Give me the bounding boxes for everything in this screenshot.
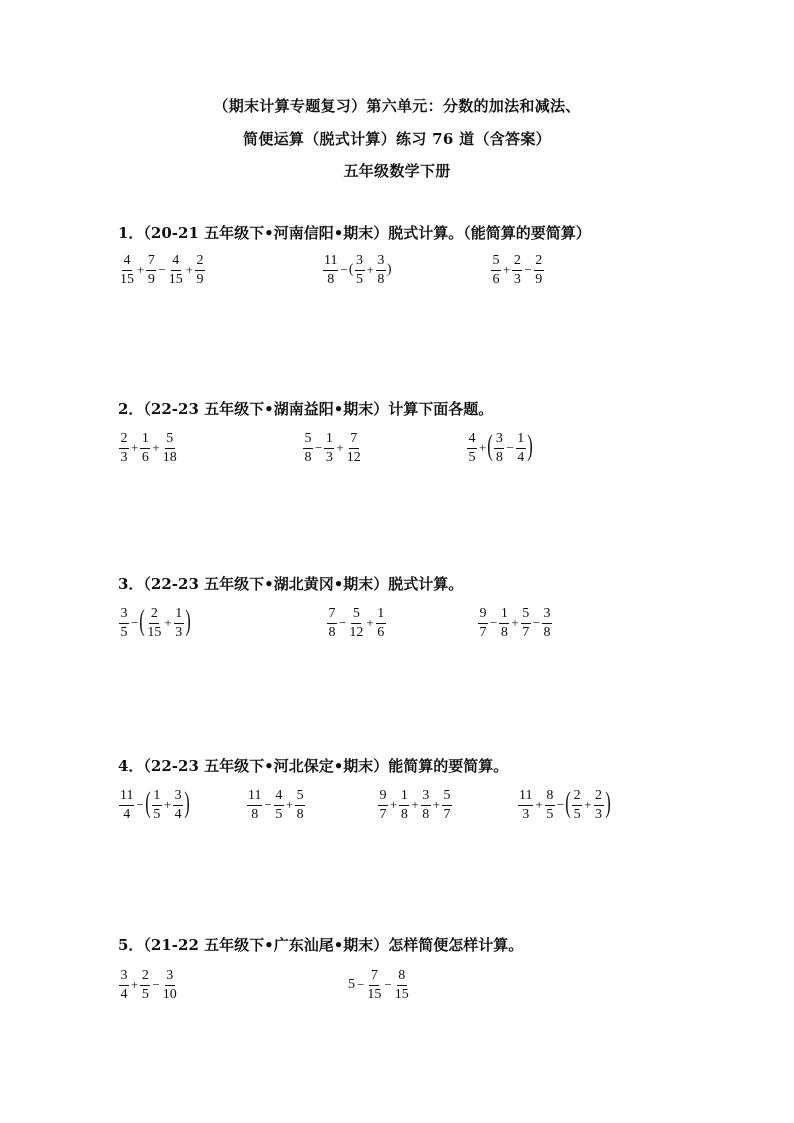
operator: +: [411, 797, 419, 812]
fraction: [378, 789, 388, 822]
denominator: 18: [162, 449, 177, 465]
numerator: 7: [327, 607, 337, 624]
title-line-2: 简便运算（脱式计算）练习 76 道（含答案）: [243, 130, 551, 148]
fraction: [572, 789, 582, 822]
denominator: 5: [573, 806, 581, 822]
fraction: [303, 432, 313, 465]
numerator: 11: [518, 789, 533, 806]
operator: +: [535, 797, 543, 812]
operator: −: [340, 262, 348, 277]
denominator: 8: [327, 271, 335, 287]
numerator: 2: [512, 254, 522, 271]
left-paren: (: [139, 604, 146, 637]
numerator: 8: [545, 789, 555, 806]
numerator: 2: [119, 432, 129, 449]
denominator: 8: [377, 271, 385, 287]
fraction: [173, 789, 183, 822]
fraction: [324, 432, 334, 465]
numerator: 7: [369, 969, 379, 986]
numerator: 5: [351, 607, 361, 624]
denominator: 7: [379, 806, 387, 822]
problem-3-heading: 3．（22-23 五年级下•湖北黄冈•期末）脱式计算。: [118, 575, 464, 593]
numerator: 5: [442, 789, 452, 806]
denominator: 10: [162, 986, 177, 1002]
numerator: 1: [499, 607, 509, 624]
operator: −: [384, 977, 392, 992]
fraction: [542, 607, 552, 640]
numerator: 1: [140, 432, 150, 449]
denominator: 7: [443, 806, 451, 822]
operator: +: [503, 262, 511, 277]
operator: −: [264, 797, 272, 812]
operator: +: [366, 262, 374, 277]
fraction: [366, 969, 382, 1002]
fraction: [247, 789, 262, 822]
fraction: [119, 607, 129, 640]
denominator: 8: [328, 624, 336, 640]
fraction: [521, 607, 531, 640]
denominator: 4: [123, 806, 131, 822]
numerator: 4: [274, 789, 284, 806]
fraction: [174, 607, 184, 640]
operator: +: [137, 262, 145, 277]
operator: +: [185, 262, 194, 277]
denominator: 5: [468, 449, 476, 465]
right-paren: ): [604, 786, 611, 819]
denominator: 8: [251, 806, 259, 822]
numerator: 11: [119, 789, 134, 806]
problem-1-expression-3: [490, 250, 545, 290]
problem-4-expression-1: [118, 785, 190, 825]
operator: +: [366, 615, 374, 630]
denominator: 3: [175, 624, 183, 640]
denominator: 6: [377, 624, 385, 640]
fraction: [119, 789, 134, 822]
denominator: 8: [422, 806, 430, 822]
problem-5-heading: 5．（21-22 五年级下•广东汕尾•期末）怎样简便怎样计算。: [118, 936, 524, 954]
operator: −: [158, 262, 166, 277]
denominator: 9: [535, 271, 543, 287]
operator: +: [584, 797, 592, 812]
problem-4-expression-4: [517, 785, 611, 825]
numerator: 2: [534, 254, 544, 271]
operator: −: [315, 440, 323, 455]
numerator: 3: [355, 254, 365, 271]
fraction: [119, 254, 135, 287]
operator: −: [524, 262, 532, 277]
fraction: [512, 254, 522, 287]
problem-3-expression-2: [326, 603, 387, 643]
operator: −: [490, 615, 498, 630]
denominator: 3: [513, 271, 521, 287]
numerator: 3: [119, 969, 129, 986]
right-paren: ): [184, 786, 190, 819]
fraction: [140, 432, 150, 465]
fraction: [355, 254, 365, 287]
fraction: [168, 254, 184, 287]
left-paren: (: [145, 786, 151, 819]
operator: −: [506, 440, 514, 455]
fraction: [119, 969, 129, 1002]
fraction: [534, 254, 544, 287]
right-paren: ): [386, 262, 392, 277]
numerator: 9: [478, 607, 488, 624]
fraction: [516, 432, 526, 465]
operator: −: [339, 615, 347, 630]
fraction: [295, 789, 305, 822]
numerator: 3: [173, 789, 183, 806]
denominator: 15: [147, 624, 162, 640]
right-paren: ): [184, 604, 191, 637]
denominator: 5: [120, 624, 128, 640]
denominator: 9: [147, 271, 155, 287]
denominator: 4: [517, 449, 525, 465]
fraction: [545, 789, 555, 822]
fraction: [518, 789, 533, 822]
fraction: [162, 432, 178, 465]
numerator: 4: [122, 254, 132, 271]
numerator: 1: [376, 607, 386, 624]
denominator: 5: [141, 986, 149, 1002]
operator: +: [152, 440, 160, 455]
denominator: 8: [500, 624, 508, 640]
fraction: [327, 607, 337, 640]
problem-2-expression-2: [302, 428, 363, 468]
numerator: 2: [594, 789, 604, 806]
operator: +: [163, 797, 172, 812]
operator: +: [285, 797, 294, 812]
operator: −: [131, 615, 139, 630]
denominator: 3: [522, 806, 530, 822]
fraction: [491, 254, 501, 287]
operator: +: [479, 440, 487, 455]
problem-2-expression-1: [118, 428, 179, 468]
fraction: [376, 607, 386, 640]
operator: −: [357, 977, 365, 992]
numerator: 1: [174, 607, 184, 624]
denominator: 8: [543, 624, 551, 640]
problem-3-expression-1: [118, 603, 191, 643]
numerator: 11: [323, 254, 338, 271]
denominator: 8: [400, 806, 408, 822]
denominator: 15: [120, 271, 134, 287]
fraction: [376, 254, 386, 287]
numerator: 5: [295, 789, 305, 806]
fraction: [346, 432, 362, 465]
denominator: 5: [153, 806, 161, 822]
operator: −: [136, 797, 144, 812]
left-paren: (: [348, 262, 354, 277]
fraction: [494, 432, 504, 465]
fraction: [140, 969, 150, 1002]
numerator: 3: [542, 607, 552, 624]
denominator: 15: [394, 986, 409, 1002]
denominator: 3: [120, 449, 128, 465]
fraction: [146, 607, 162, 640]
denominator: 15: [168, 271, 183, 287]
fraction: [274, 789, 284, 822]
numerator: 1: [399, 789, 409, 806]
numerator: 4: [467, 432, 477, 449]
numerator: 7: [349, 432, 359, 449]
denominator: 8: [304, 449, 312, 465]
fraction: [348, 607, 364, 640]
problem-5-expression-1: [118, 965, 179, 1005]
problem-2-heading: 2．（22-23 五年级下•湖南益阳•期末）计算下面各题。: [118, 400, 494, 418]
problem-5-expression-2: [348, 965, 411, 1005]
numerator: 2: [140, 969, 150, 986]
fraction: [478, 607, 488, 640]
numerator: 2: [195, 254, 205, 271]
denominator: 12: [349, 624, 364, 640]
problem-3-expression-3: [477, 603, 553, 643]
right-paren: ): [526, 429, 533, 462]
operator: −: [532, 615, 541, 630]
numerator: 2: [149, 607, 159, 624]
operator: −: [152, 977, 160, 992]
denominator: 4: [174, 806, 182, 822]
left-paren: (: [487, 429, 494, 462]
numerator: 3: [376, 254, 386, 271]
denominator: 8: [495, 449, 503, 465]
integer: 5: [348, 977, 355, 992]
denominator: 12: [346, 449, 361, 465]
numerator: 3: [119, 607, 129, 624]
fraction: [467, 432, 477, 465]
denominator: 5: [275, 806, 283, 822]
numerator: 7: [146, 254, 156, 271]
operator: +: [511, 615, 519, 630]
numerator: 5: [303, 432, 313, 449]
fraction: [399, 789, 409, 822]
denominator: 8: [296, 806, 304, 822]
operator: +: [131, 977, 139, 992]
fraction: [146, 254, 156, 287]
fraction: [421, 789, 431, 822]
denominator: 9: [196, 271, 204, 287]
denominator: 15: [367, 986, 382, 1002]
fraction: [594, 789, 604, 822]
problem-2-expression-3: [466, 428, 533, 468]
operator: +: [164, 615, 172, 630]
problem-1-expression-2: [322, 250, 392, 290]
problem-4-expression-3: [377, 785, 453, 825]
numerator: 8: [397, 969, 407, 986]
fraction: [394, 969, 410, 1002]
denominator: 3: [325, 449, 333, 465]
left-paren: (: [565, 786, 571, 819]
operator: +: [336, 440, 344, 455]
numerator: 9: [378, 789, 388, 806]
operator: +: [432, 797, 441, 812]
numerator: 3: [421, 789, 431, 806]
numerator: 3: [494, 432, 504, 449]
numerator: 5: [491, 254, 501, 271]
operator: +: [390, 797, 398, 812]
fraction: [162, 969, 178, 1002]
title-line-1: （期末计算专题复习）第六单元：分数的加法和减法、: [213, 97, 581, 115]
fraction: [442, 789, 452, 822]
numerator: 1: [516, 432, 526, 449]
title-line-3: 五年级数学下册: [343, 162, 451, 180]
operator: −: [556, 797, 565, 812]
denominator: 5: [356, 271, 363, 287]
fraction: [119, 432, 129, 465]
denominator: 7: [479, 624, 487, 640]
problem-4-heading: 4．（22-23 五年级下•河北保定•期末）能简算的要简算。: [118, 757, 509, 775]
fraction: [499, 607, 509, 640]
fraction: [195, 254, 205, 287]
denominator: 5: [546, 806, 554, 822]
numerator: 1: [152, 789, 162, 806]
numerator: 5: [521, 607, 531, 624]
denominator: 6: [141, 449, 149, 465]
fraction: [152, 789, 162, 822]
numerator: 2: [572, 789, 582, 806]
denominator: 7: [522, 624, 530, 640]
fraction: [323, 254, 338, 287]
numerator: 1: [324, 432, 334, 449]
numerator: 3: [165, 969, 175, 986]
denominator: 6: [492, 271, 500, 287]
problem-4-expression-2: [246, 785, 306, 825]
problem-1-expression-1: [118, 250, 206, 290]
numerator: 11: [247, 789, 262, 806]
numerator: 4: [171, 254, 181, 271]
operator: +: [131, 440, 139, 455]
denominator: 4: [120, 986, 128, 1002]
numerator: 5: [165, 432, 175, 449]
denominator: 3: [595, 806, 603, 822]
problem-1-heading: 1．（20-21 五年级下•河南信阳•期末）脱式计算。（能简算的要简算）: [118, 224, 591, 242]
